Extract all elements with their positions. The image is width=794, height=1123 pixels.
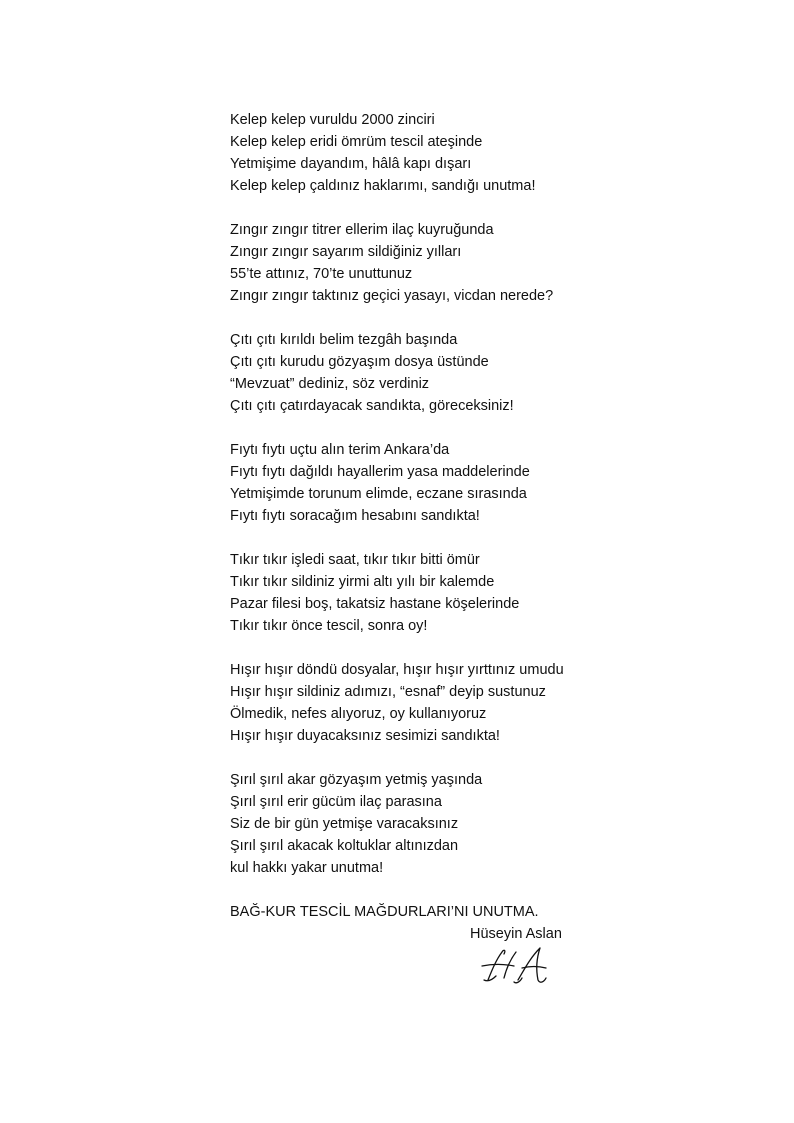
poem-line: Zıngır zıngır titrer ellerim ilaç kuyruğunda [230, 222, 494, 238]
poem-line: Ölmedik, nefes alıyoruz, oy kullanıyoruz [230, 706, 487, 722]
stanza-1 [230, 109, 564, 197]
signature-icon [478, 944, 558, 986]
poem-line: Şırıl şırıl akar gözyaşım yetmiş yaşında [230, 772, 483, 788]
poem-line: Hışır hışır duyacaksınız sesimizi sandıkta! [230, 728, 500, 744]
poem-line: Çıtı çıtı kurudu gözyaşım dosya üstünde [230, 354, 489, 370]
poem-line: Pazar filesi boş, takatsiz hastane köşelerinde [230, 596, 520, 612]
poem-line: Hışır hışır sildiniz adımızı, “esnaf” deyip sustunuz [230, 684, 546, 700]
stanza-4 [230, 439, 564, 527]
poem-line: Şırıl şırıl akacak koltuklar altınızdan [230, 838, 459, 854]
stanza-6 [230, 659, 564, 747]
poem-line: Tıkır tıkır işledi saat, tıkır tıkır bitti ömür [230, 552, 480, 568]
poem-line: Kelep kelep çaldınız haklarımı, sandığı unutma! [230, 178, 536, 194]
poem-line: Fıytı fıytı uçtu alın terim Ankara’da [230, 442, 450, 458]
stanza-7 [230, 769, 564, 879]
poem-line: Çıtı çıtı çatırdayacak sandıkta, göreceksiniz! [230, 398, 514, 414]
poem-line: Zıngır zıngır taktınız geçici yasayı, vicdan nerede? [230, 288, 554, 304]
poem-line: Siz de bir gün yetmişe varacaksınız [230, 816, 459, 832]
poem-line: Kelep kelep eridi ömrüm tescil ateşinde [230, 134, 483, 150]
poem-line: Fıytı fıytı dağıldı hayallerim yasa maddelerinde [230, 464, 530, 480]
poem-line: Kelep kelep vuruldu 2000 zinciri [230, 112, 435, 128]
poem-line: 55’te attınız, 70’te unuttunuz [230, 266, 413, 282]
poem-line: Yetmişime dayandım, hâlâ kapı dışarı [230, 156, 472, 172]
poem-line: “Mevzuat” dediniz, söz verdiniz [230, 376, 430, 392]
poem-line: Tıkır tıkır sildiniz yirmi altı yılı bir kalemde [230, 574, 495, 590]
poem-line: Şırıl şırıl erir gücüm ilaç parasına [230, 794, 442, 810]
poem-line: Yetmişimde torunum elimde, eczane sırasında [230, 486, 527, 502]
stanza-2 [230, 219, 564, 307]
poem-body [230, 109, 564, 923]
poem-line: kul hakkı yakar unutma! [230, 860, 384, 876]
poem-line: Çıtı çıtı kırıldı belim tezgâh başında [230, 332, 458, 348]
author-name: Hüseyin Aslan [470, 926, 562, 942]
stanza-3 [230, 329, 564, 417]
stanza-5 [230, 549, 564, 637]
poem-line: Hışır hışır döndü dosyalar, hışır hışır yırttınız umudu [230, 662, 564, 678]
poem-line: Fıytı fıytı soracağım hesabını sandıkta! [230, 508, 480, 524]
closing-line: BAĞ-KUR TESCİL MAĞDURLARI’NI UNUTMA. [230, 904, 539, 920]
poem-line: Tıkır tıkır önce tescil, sonra oy! [230, 618, 428, 634]
poem-line: Zıngır zıngır sayarım sildiğiniz yılları [230, 244, 462, 260]
